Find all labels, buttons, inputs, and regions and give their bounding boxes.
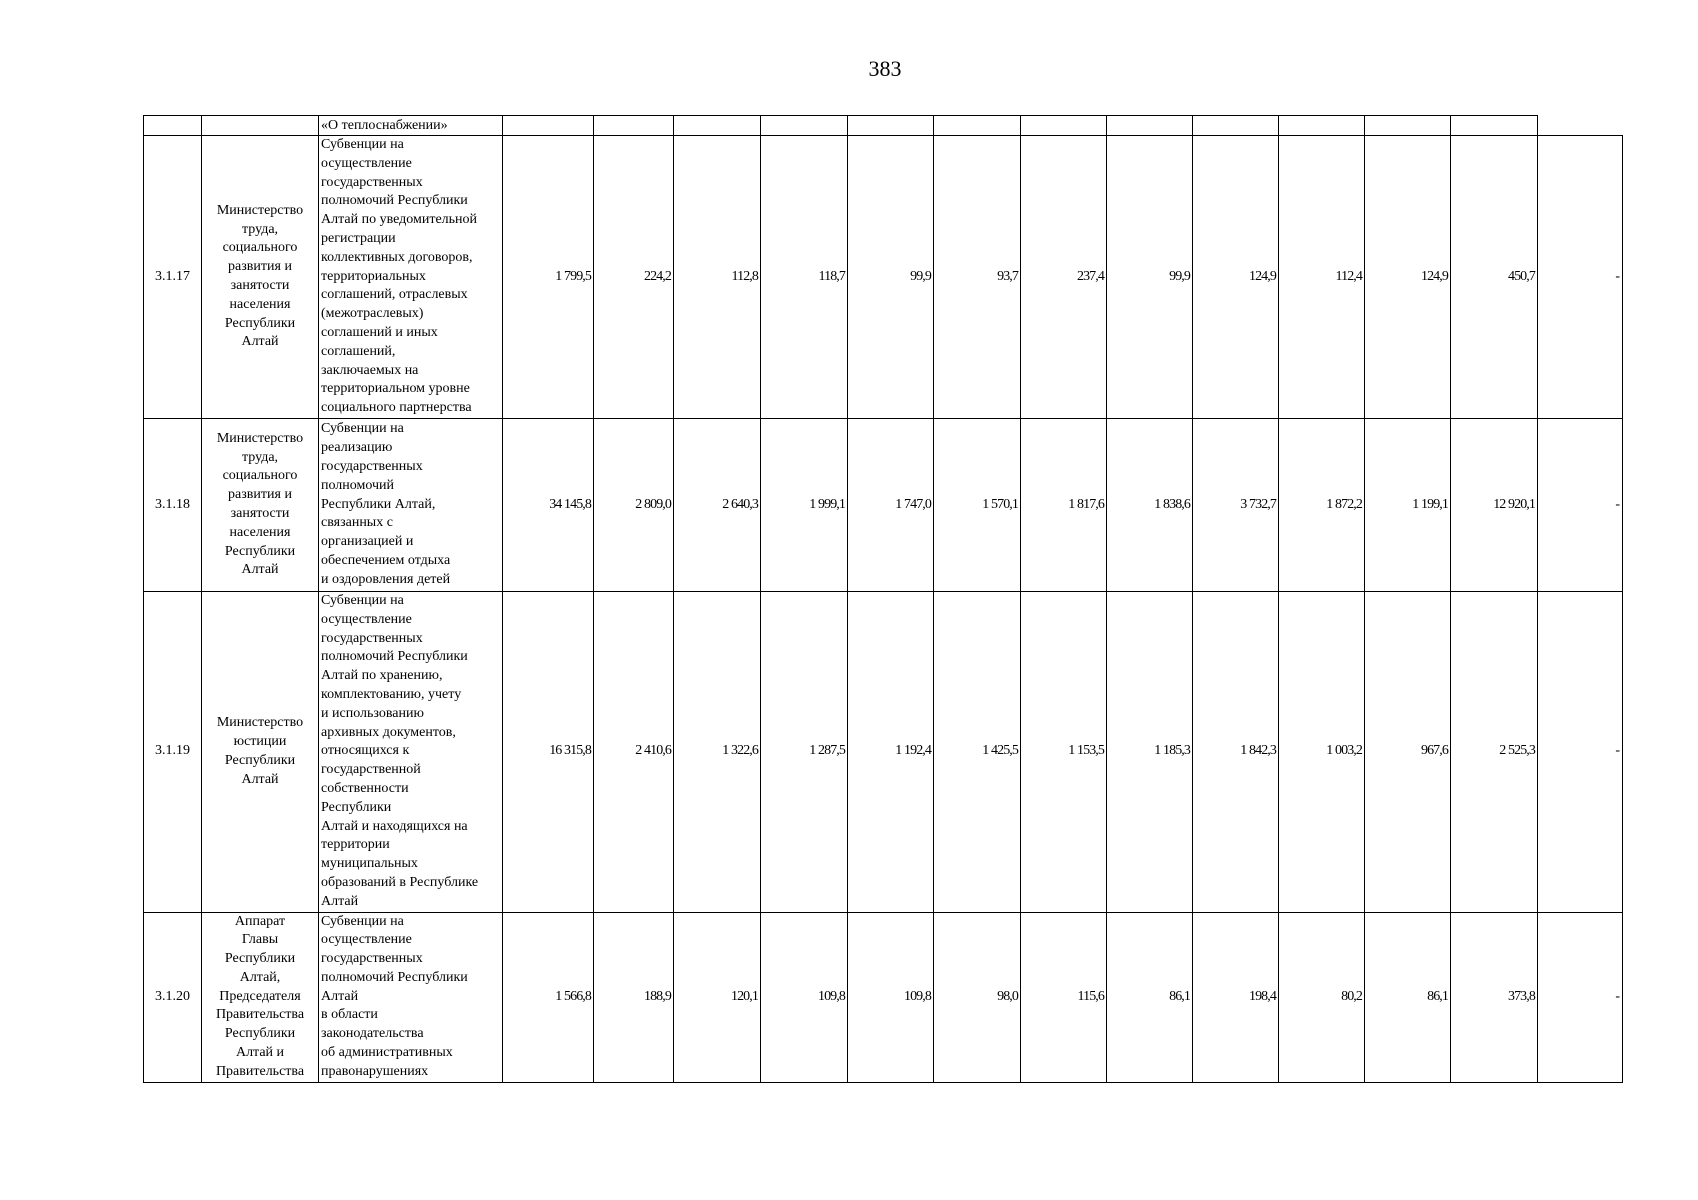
value-cell: 1 999,1: [761, 418, 848, 591]
value-cell: 93,7: [934, 136, 1021, 419]
last-cell: -: [1538, 591, 1623, 912]
value-cell: 124,9: [1365, 136, 1451, 419]
value-cell: 1 185,3: [1107, 591, 1193, 912]
value-cell: 80,2: [1279, 912, 1365, 1082]
value-cell: 224,2: [594, 136, 674, 419]
value-cell: [1193, 116, 1279, 136]
value-cell: [761, 116, 848, 136]
description-cell: Субвенции на осуществление государственных полномочий Республики Алтай по хранению, комплектованию, учету и использованию архивных документов, относящихся к государственной собственности Республики Алтай и находящихся на территории муниципальных образований в Республике Алтай: [319, 591, 503, 912]
value-cell: 967,6: [1365, 591, 1451, 912]
value-cell: 1 838,6: [1107, 418, 1193, 591]
table-row: [144, 591, 1623, 912]
value-cell: 115,6: [1021, 912, 1107, 1082]
table-row: [144, 912, 1623, 1082]
value-cell: 120,1: [674, 912, 761, 1082]
value-cell: 3 732,7: [1193, 418, 1279, 591]
value-cell: 237,4: [1021, 136, 1107, 419]
code-cell: 3.1.20: [144, 912, 202, 1082]
last-cell: -: [1538, 418, 1623, 591]
code-cell: 3.1.17: [144, 136, 202, 419]
value-cell: 86,1: [1107, 912, 1193, 1082]
description-cell: Субвенции на реализацию государственных полномочий Республики Алтай, связанных с организацией и обеспечением отдыха и оздоровления детей: [319, 418, 503, 591]
value-cell: 112,4: [1279, 136, 1365, 419]
value-cell: 450,7: [1451, 136, 1538, 419]
value-cell: 112,8: [674, 136, 761, 419]
last-cell: -: [1538, 912, 1623, 1082]
value-cell: 2 525,3: [1451, 591, 1538, 912]
value-cell: 98,0: [934, 912, 1021, 1082]
org-cell: Министерство труда, социального развития и занятости населения Республики Алтай: [202, 136, 319, 419]
value-cell: [1021, 116, 1107, 136]
value-cell: [1279, 116, 1365, 136]
value-cell: 198,4: [1193, 912, 1279, 1082]
value-cell: 16 315,8: [503, 591, 594, 912]
last-cell: -: [1538, 136, 1623, 419]
code-cell: 3.1.19: [144, 591, 202, 912]
value-cell: [503, 116, 594, 136]
budget-table: [143, 115, 1623, 1083]
value-cell: 99,9: [1107, 136, 1193, 419]
page-number: 383: [868, 56, 902, 81]
value-cell: 1 747,0: [848, 418, 934, 591]
table-row-continuation: [144, 116, 1623, 136]
value-cell: 1 322,6: [674, 591, 761, 912]
value-cell: 34 145,8: [503, 418, 594, 591]
value-cell: 1 842,3: [1193, 591, 1279, 912]
description-cell: «О теплоснабжении»: [319, 116, 503, 136]
value-cell: [848, 116, 934, 136]
value-cell: 2 410,6: [594, 591, 674, 912]
value-cell: 1 817,6: [1021, 418, 1107, 591]
value-cell: 109,8: [761, 912, 848, 1082]
value-cell: [594, 116, 674, 136]
value-cell: 99,9: [848, 136, 934, 419]
value-cell: [1365, 116, 1451, 136]
value-cell: [1451, 116, 1538, 136]
value-cell: 1 287,5: [761, 591, 848, 912]
table-row: [144, 418, 1623, 591]
code-cell: [144, 116, 202, 136]
value-cell: 1 566,8: [503, 912, 594, 1082]
value-cell: 2 809,0: [594, 418, 674, 591]
value-cell: 1 003,2: [1279, 591, 1365, 912]
value-cell: [674, 116, 761, 136]
value-cell: [934, 116, 1021, 136]
value-cell: 1 425,5: [934, 591, 1021, 912]
value-cell: 1 192,4: [848, 591, 934, 912]
value-cell: 12 920,1: [1451, 418, 1538, 591]
value-cell: 2 640,3: [674, 418, 761, 591]
org-cell: Министерство юстиции Республики Алтай: [202, 591, 319, 912]
code-cell: 3.1.18: [144, 418, 202, 591]
value-cell: 1 570,1: [934, 418, 1021, 591]
value-cell: 1 199,1: [1365, 418, 1451, 591]
value-cell: 124,9: [1193, 136, 1279, 419]
value-cell: [1107, 116, 1193, 136]
value-cell: 188,9: [594, 912, 674, 1082]
org-cell: [202, 116, 319, 136]
value-cell: 118,7: [761, 136, 848, 419]
org-cell: Министерство труда, социального развития и занятости населения Республики Алтай: [202, 418, 319, 591]
value-cell: 1 153,5: [1021, 591, 1107, 912]
value-cell: 373,8: [1451, 912, 1538, 1082]
value-cell: 86,1: [1365, 912, 1451, 1082]
description-cell: Субвенции на осуществление государственных полномочий Республики Алтай по уведомительной регистрации коллективных договоров, территориальных соглашений, отраслевых (межотраслевых) соглашений и иных соглашений, заключаемых на территориальном уровне социального партнерства: [319, 136, 503, 419]
value-cell: 109,8: [848, 912, 934, 1082]
org-cell: Аппарат Главы Республики Алтай, Председателя Правительства Республики Алтай и Правительства: [202, 912, 319, 1082]
table-row: [144, 136, 1623, 419]
description-cell: Субвенции на осуществление государственных полномочий Республики Алтай в области законодательства об административных правонарушениях: [319, 912, 503, 1082]
value-cell: 1 872,2: [1279, 418, 1365, 591]
value-cell: 1 799,5: [503, 136, 594, 419]
